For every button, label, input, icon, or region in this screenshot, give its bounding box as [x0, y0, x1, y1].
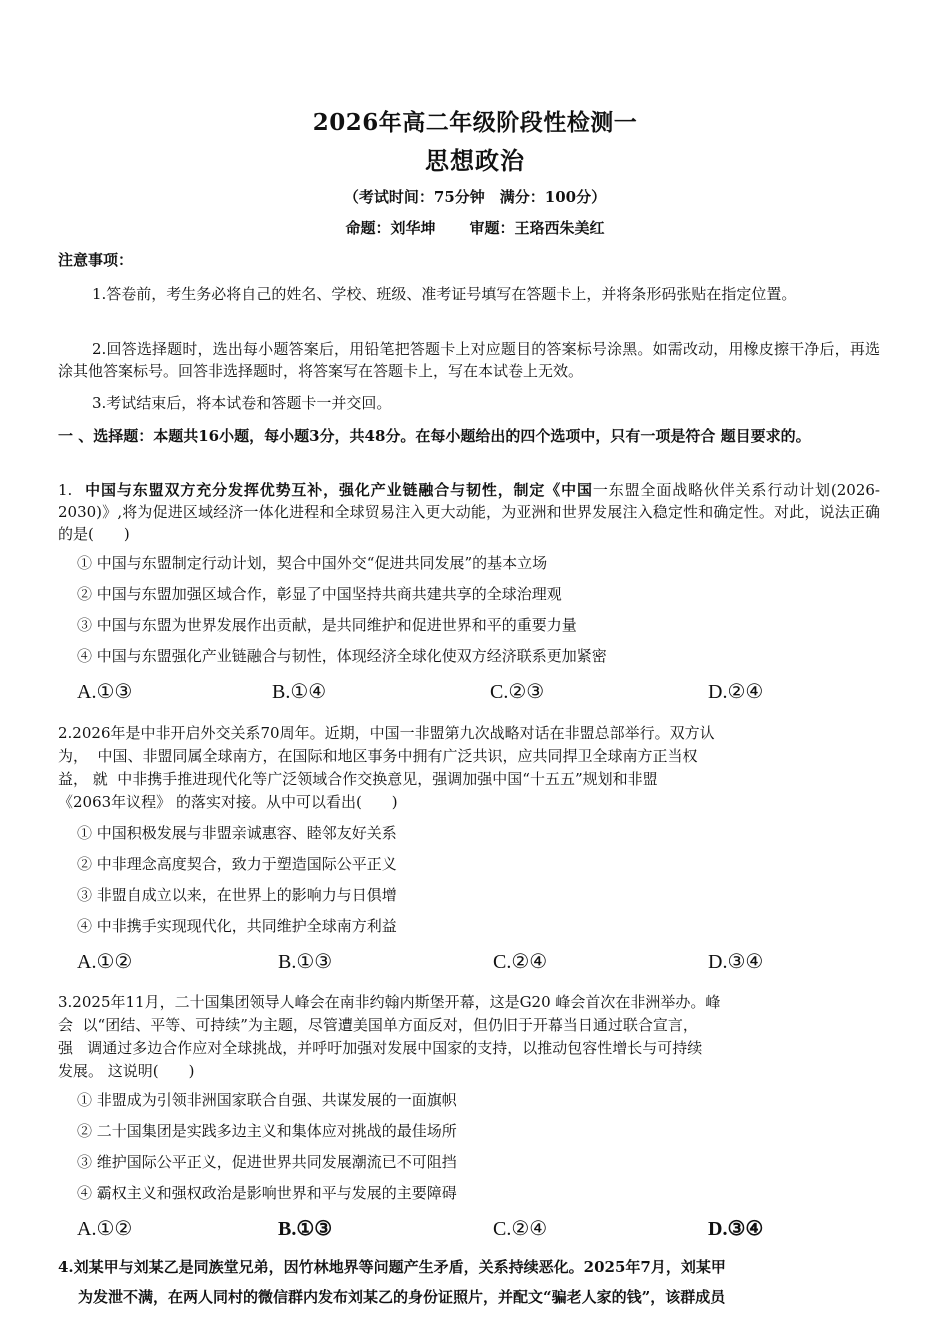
question-2-option: ① 中国积极发展与非盟亲诚惠容、睦邻友好关系 [77, 824, 397, 842]
question-1-option: ④ 中国与东盟强化产业链融合与韧性，体现经济全球化使双方经济联系更加紧密 [77, 647, 607, 665]
question-1-option: ② 中国与东盟加强区域合作，彰显了中国坚持共商共建共享的全球治理观 [77, 585, 562, 603]
exam-authors [0, 217, 950, 238]
question-3-option: ① 非盟成为引领非洲国家联合自强、共谋发展的一面旗帜 [77, 1091, 457, 1109]
notice-item-3: 3.考试结束后，将本试卷和答题卡一并交回。 [92, 394, 392, 412]
question-2-answer-a: A.①② [77, 951, 133, 973]
question-2-answer-b: B.①③ [278, 951, 333, 973]
notice-heading: 注意事项： [58, 251, 134, 269]
exam-info: （考试时间：75分钟 满分：100分） [343, 188, 607, 206]
notice-item-1: 1.答卷前，考生务必将自己的姓名、学校、班级、准考证号填写在答题卡上，并将条形码张贴在指定位置。 [92, 285, 797, 303]
question-2-answer-c: C.②④ [493, 951, 548, 973]
question-1-answer-d: D.②④ [708, 681, 764, 703]
question-3-stem-line: 强 调通过多边合作应对全球挑战，并呼吁加强对发展中国家的支持，以推动包容性增长与可持续 [58, 1039, 703, 1057]
question-1-number: 1. [58, 481, 73, 499]
question-3-answer-a: A.①② [77, 1218, 133, 1240]
question-3-answer-b: B.①③ [278, 1218, 333, 1240]
question-1-answer-c: C.②③ [490, 681, 545, 703]
question-2-stem-line: 2.2026年是中非开启外交关系70周年。近期，中国一非盟第九次战略对话在非盟总部举行。双方认 [58, 724, 715, 742]
question-4-stem-line: 为发泄不满，在两人同村的微信群内发布刘某乙的身份证照片，并配文“骗老人家的钱”，该群成员 [78, 1288, 726, 1306]
question-2-stem-line: 益， 就 中非携手推进现代化等广泛领域合作交换意见，强调加强中国“十五五”规划和非盟 [58, 770, 658, 788]
section-heading: 一 、选择题：本题共16小题，每小题3分，共48分。在每小题给出的四个选项中，只有一项是符合 题目要求的。 [58, 427, 811, 445]
question-3-stem-line: 会 以“团结、平等、可持续”为主题，尽管遭美国单方面反对，但仍旧于开幕当日通过联合宣言， [58, 1016, 698, 1034]
reviewer-label: 审题：王珞西朱美红 [469, 219, 605, 237]
question-2-stem-line: 《2063年议程》 的落实对接。从中可以看出( ) [58, 793, 398, 811]
question-3-stem-line: 3.2025年11月，二十国集团领导人峰会在南非约翰内斯堡开幕，这是G20 峰会首次在非洲举办。峰 [58, 993, 721, 1011]
question-3-stem-line: 发展。 这说明( ) [58, 1062, 195, 1080]
question-2-option: ③ 非盟自成立以来，在世界上的影响力与日俱增 [77, 886, 397, 904]
question-1-stem-bold: 中国与东盟双方充分发挥优势互补，强化产业链融合与韧性，制定《中国 [84, 481, 593, 499]
author-label: 命题：刘华坤 [345, 219, 436, 237]
question-2-option: ② 中非理念高度契合，致力于塑造国际公平正义 [77, 855, 397, 873]
question-1-option: ③ 中国与东盟为世界发展作出贡献，是共同维护和促进世界和平的重要力量 [77, 616, 577, 634]
question-1-answer-a: A.①③ [77, 681, 133, 703]
exam-subject: 思想政治 [425, 146, 525, 175]
question-1-stem [58, 479, 880, 545]
question-3-answer-c: C.②④ [493, 1218, 548, 1240]
question-3-option: ② 二十国集团是实践多边主义和集体应对挑战的最佳场所 [77, 1122, 457, 1140]
question-4-stem-line: 4.刘某甲与刘某乙是同族堂兄弟，因竹林地界等问题产生矛盾，关系持续恶化。2025年7月，刘某甲 [58, 1258, 726, 1276]
question-1-option: ① 中国与东盟制定行动计划，契合中国外交“促进共同发展”的基本立场 [77, 554, 548, 572]
notice-item-2: 2.回答选择题时，选出每小题答案后，用铅笔把答题卡上对应题目的答案标号涂黑。如需改动，用橡皮擦干净后，再选涂其他答案标号。回答非选择题时，将答案写在答题卡上，写在本试卷上无效。 [58, 340, 880, 380]
question-1-stem-rest: 一东盟全面战略伙伴关系行动计划(2026-2030)》,将为促进区域经济一体化进程和全球贸易注入更大动能，为亚洲和世界发展注入稳定性和确定性。对此，说法正确的是( ) [58, 481, 880, 543]
question-2-answer-d: D.③④ [708, 951, 764, 973]
question-3-option: ④ 霸权主义和强权政治是影响世界和平与发展的主要障碍 [77, 1184, 457, 1202]
question-2-stem-line: 为， 中国、非盟同属全球南方，在国际和地区事务中拥有广泛共识，应共同捍卫全球南方正当权 [58, 747, 698, 765]
question-3-option: ③ 维护国际公平正义，促进世界共同发展潮流已不可阻挡 [77, 1153, 457, 1171]
question-2-option: ④ 中非携手实现现代化，共同维护全球南方利益 [77, 917, 397, 935]
exam-title: 2026年高二年级阶段性检测一 [312, 109, 638, 136]
question-1-answer-b: B.①④ [272, 681, 327, 703]
question-3-answer-d: D.③④ [708, 1218, 764, 1240]
